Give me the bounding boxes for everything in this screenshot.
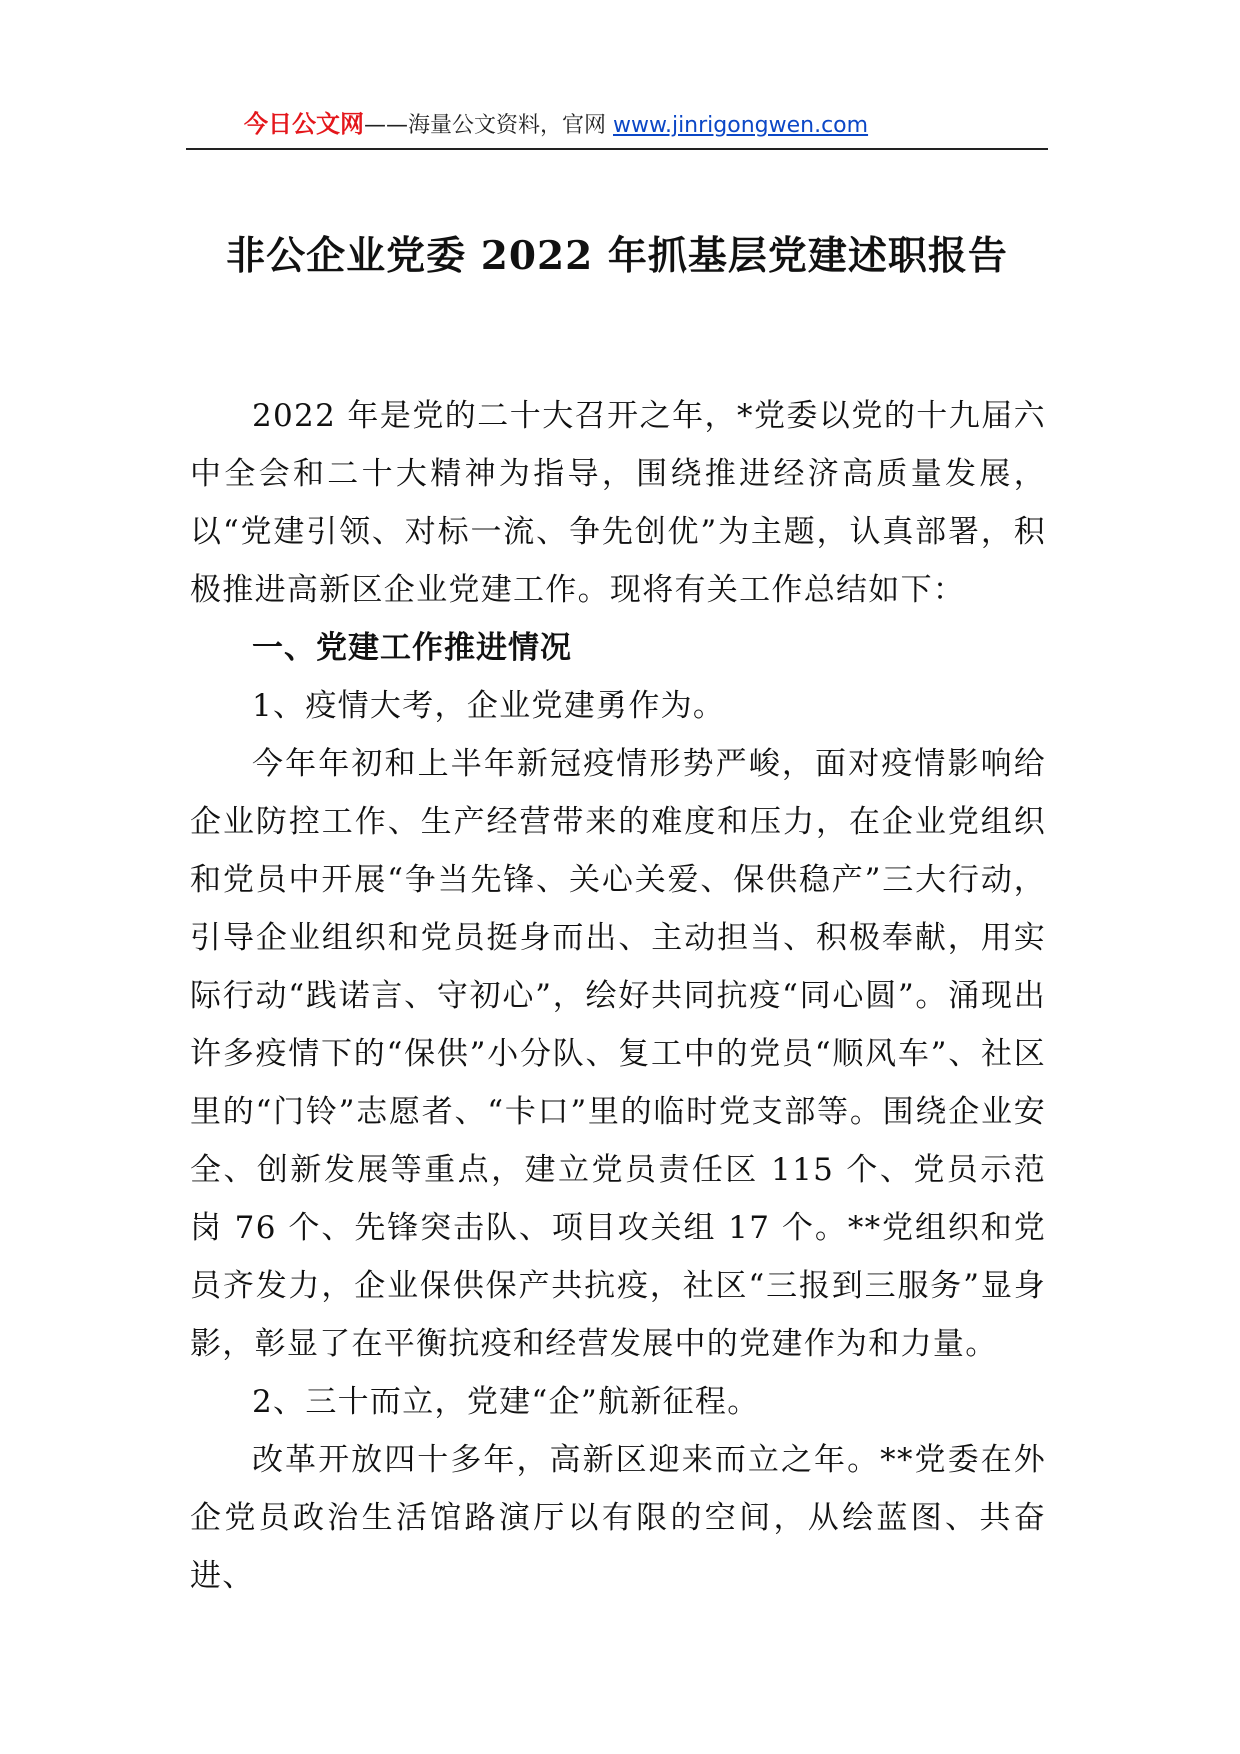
header-divider xyxy=(186,148,1048,150)
website-link[interactable]: www.jinrigongwen.com xyxy=(613,113,869,138)
brand-name: 今日公文网 xyxy=(244,110,364,138)
section-heading: 一、党建工作推进情况 xyxy=(252,630,572,666)
item-1-heading: 1、疫情大考，企业党建勇作为。 xyxy=(252,688,726,724)
intro-paragraph: 2022 年是党的二十大召开之年，*党委以党的十九届六中全会和二十大精神为指导，围绕推进经济高质量发展，以“党建引领、对标一流、争先创优”为主题，认真部署，积极推进高新区企业党建工作。现将有关工作总结如下： xyxy=(190,398,1046,608)
item-1-paragraph: 今年年初和上半年新冠疫情形势严峻，面对疫情影响给企业防控工作、生产经营带来的难度和压力，在企业党组织和党员中开展“争当先锋、关心关爱、保供稳产”三大行动，引导企业组织和党员挺身而出、主动担当、积极奉献，用实际行动“践诺言、守初心”，绘好共同抗疫“同心圆”。涌现出许多疫情下的“保供”小分队、复工中的党员“顺风车”、社区里的“门铃”志愿者、“卡口”里的临时党支部等。围绕企业安全、创新发展等重点，建立党员责任区 115 个、党员示范岗 76 个、先锋突击队、项目攻关组 17 个。**党组织和党员齐发力，企业保供保产共抗疫，社区“三报到三服务”显身影，彰显了在平衡抗疫和经营发展中的党建作为和力量。 xyxy=(190,746,1046,1362)
page-header xyxy=(186,104,1048,144)
header-tagline: ——海量公文资料，官网 xyxy=(364,113,613,138)
item-2-heading: 2、三十而立，党建“企”航新征程。 xyxy=(252,1384,760,1420)
item-2-paragraph: 改革开放四十多年，高新区迎来而立之年。**党委在外企党员政治生活馆路演厅以有限的空间，从绘蓝图、共奋进、 xyxy=(190,1442,1046,1594)
document-body xyxy=(190,387,1046,1605)
document-title: 非公企业党委 2022 年抓基层党建述职报告 xyxy=(226,233,1008,279)
